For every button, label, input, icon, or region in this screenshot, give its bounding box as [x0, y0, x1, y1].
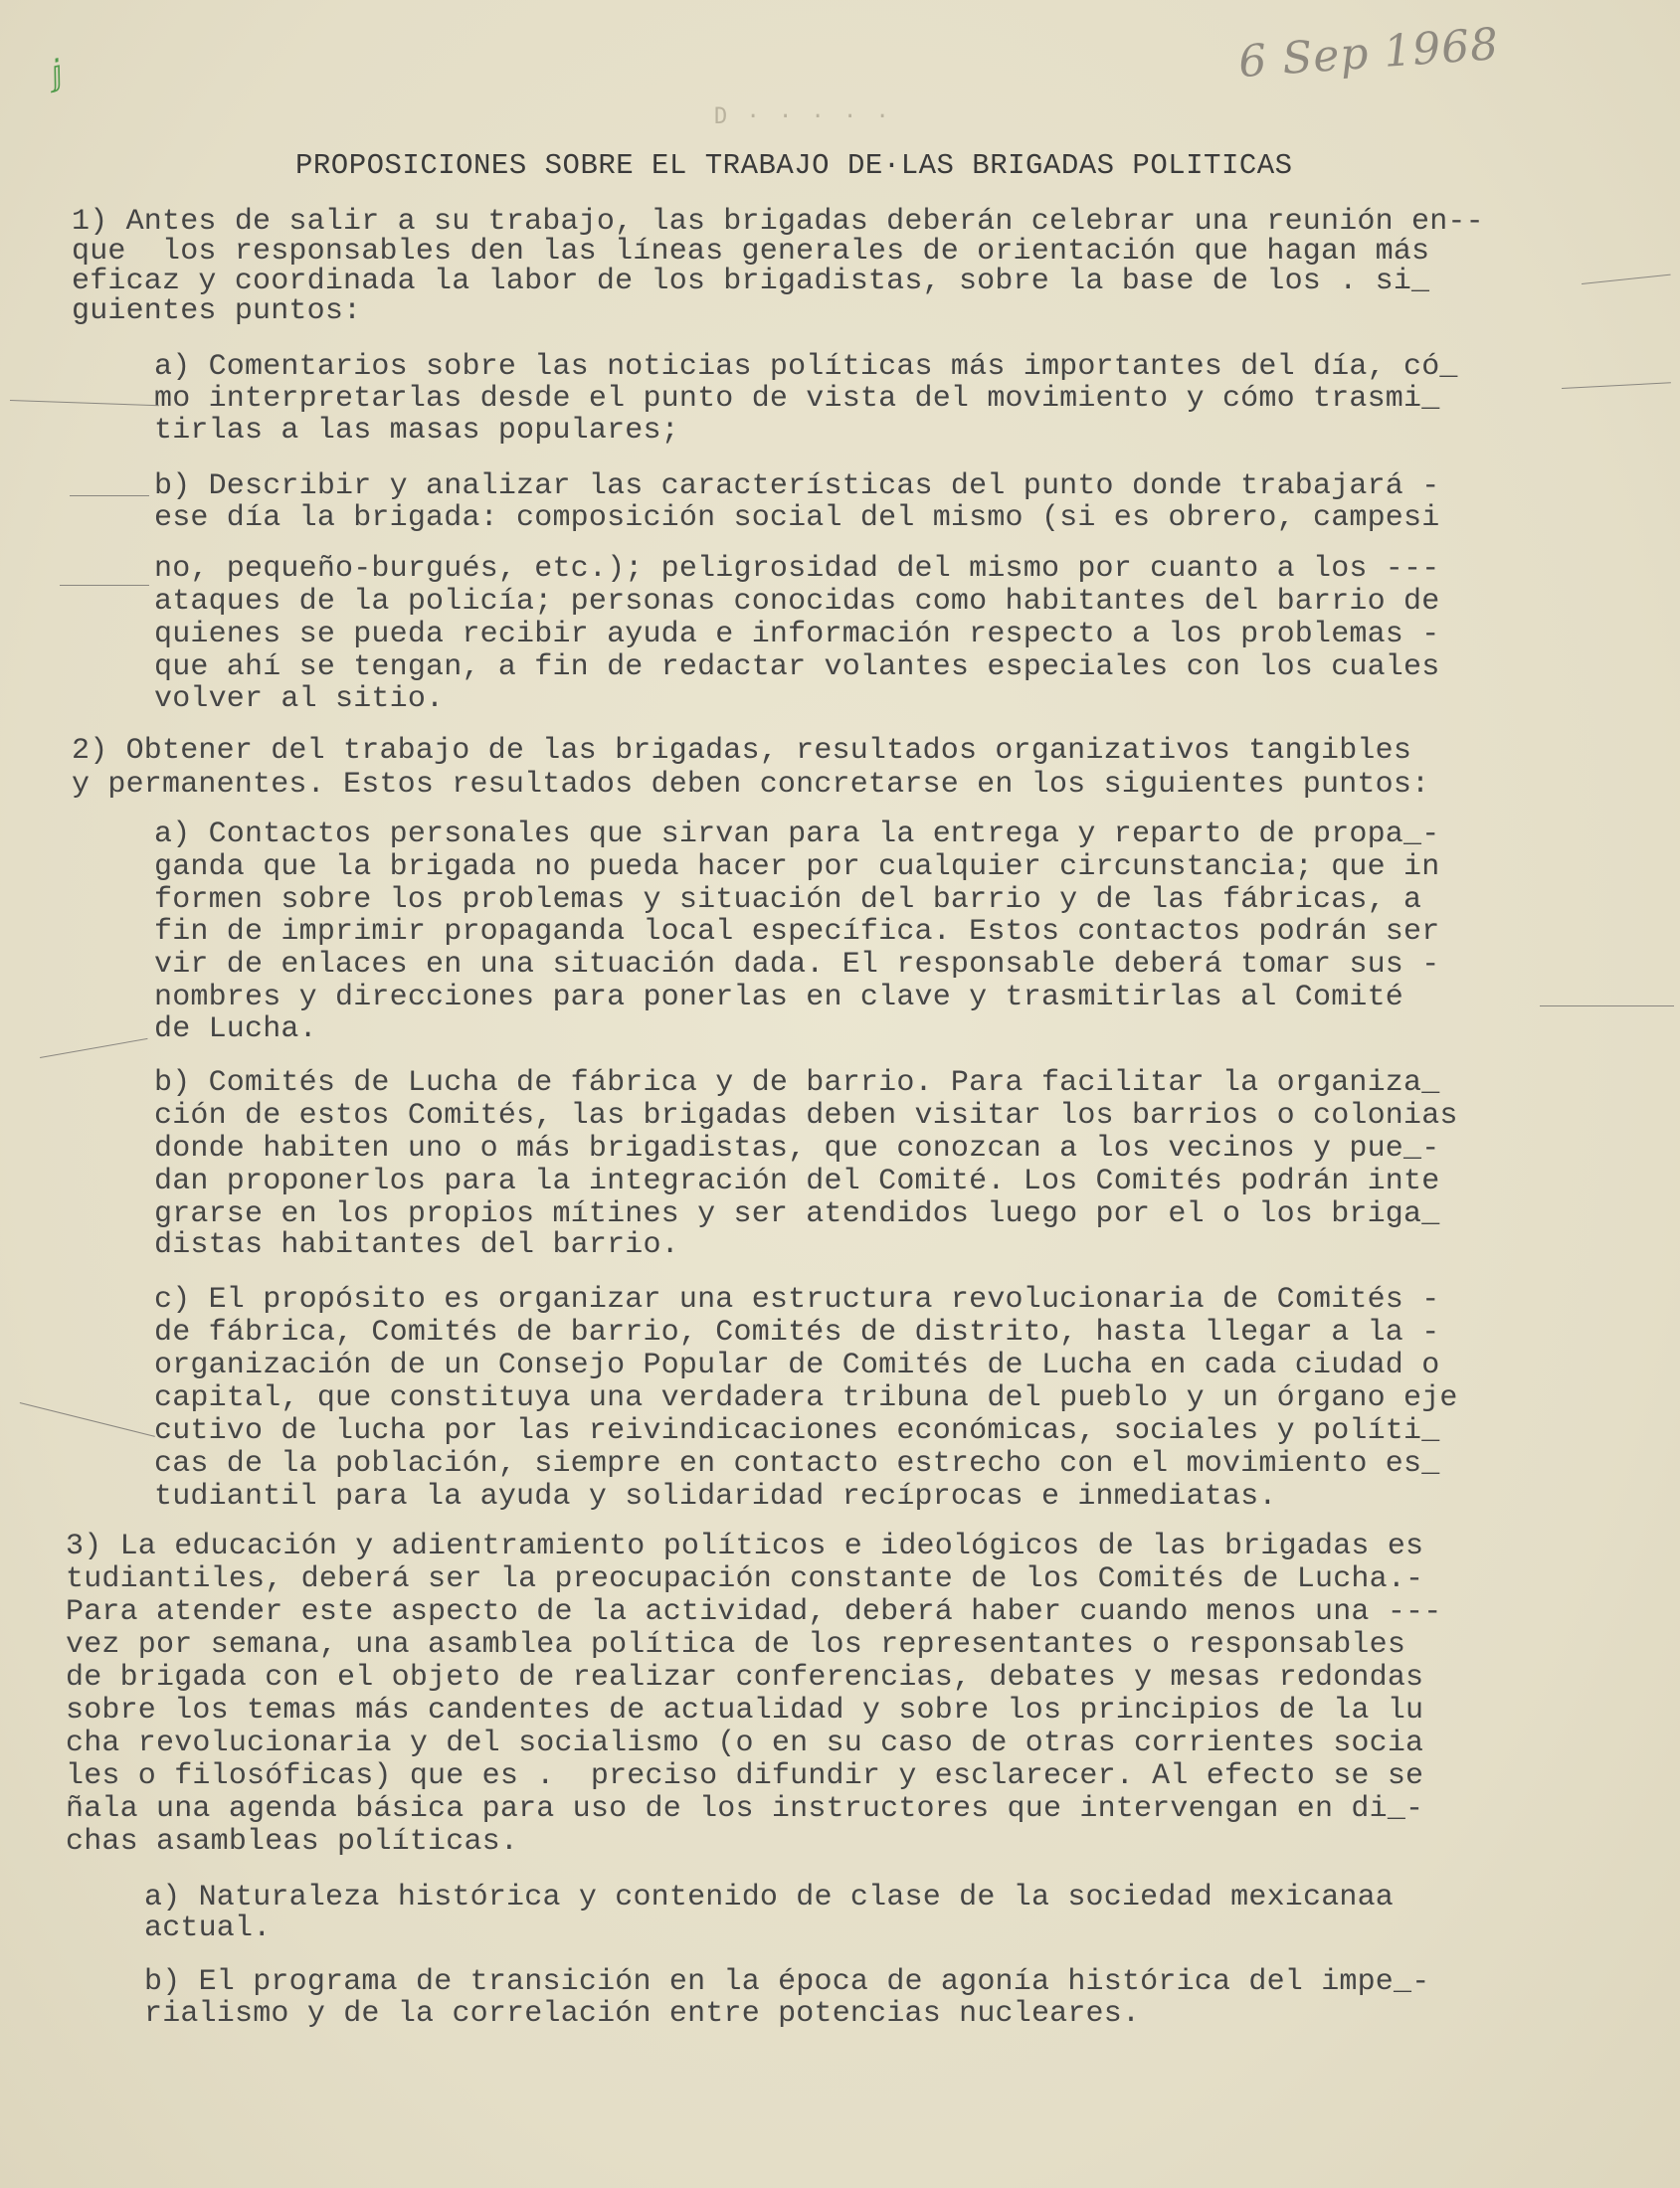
margin-stroke	[1540, 1005, 1674, 1006]
text-line: ese día la brigada: composición social del mismo (si es obrero, campesi	[154, 501, 1440, 535]
text-line: actual.	[144, 1912, 272, 1945]
text-line: distas habitantes del barrio.	[154, 1228, 679, 1262]
text-line: ganda que la brigada no pueda hacer por cualquier circunstancia; que in	[154, 850, 1440, 884]
text-line: tudiantiles, deberá ser la preocupación constante de los Comités de Lucha.-	[66, 1562, 1424, 1596]
text-line: de brigada con el objeto de realizar conferencias, debates y mesas redondas	[66, 1661, 1424, 1695]
text-line: guientes puntos:	[72, 294, 362, 328]
text-line: cha revolucionaria y del socialismo (o en su caso de otras corrientes socia	[66, 1727, 1424, 1760]
document-title: PROPOSICIONES SOBRE EL TRABAJO DE·LAS BRIGADAS POLITICAS	[295, 149, 1293, 182]
text-line: organización de un Consejo Popular de Comités de Lucha en cada ciudad o	[154, 1349, 1440, 1382]
text-line: a) Comentarios sobre las noticias políticas más importantes del día, có_	[154, 350, 1458, 384]
text-line: formen sobre los problemas y situación del barrio y de las fábricas, a	[154, 883, 1422, 917]
text-line: donde habiten uno o más brigadistas, que conozcan a los vecinos y pue_-	[154, 1132, 1440, 1166]
text-line: 1) Antes de salir a su trabajo, las brigadas deberán celebrar una reunión en--	[72, 205, 1484, 239]
handwritten-date: 6 Sep 1968	[1236, 18, 1501, 89]
text-line: y permanentes. Estos resultados deben concretarse en los siguientes puntos:	[72, 768, 1430, 802]
text-line: nombres y direcciones para ponerlas en clave y trasmitirlas al Comité	[154, 981, 1404, 1014]
margin-stroke	[1562, 382, 1671, 389]
text-line: que los responsables den las líneas generales de orientación que hagan más	[72, 235, 1430, 269]
text-line: c) El propósito es organizar una estructura revolucionaria de Comités -	[154, 1283, 1440, 1317]
text-line: capital, que constituya una verdadera tribuna del pueblo y un órgano eje	[154, 1381, 1458, 1415]
margin-stroke	[60, 585, 149, 586]
text-line: que ahí se tengan, a fin de redactar volantes especiales con los cuales	[154, 650, 1440, 684]
text-line: rialismo y de la correlación entre potencias nucleares.	[144, 1997, 1141, 2031]
text-line: dan proponerlos para la integración del Comité. Los Comités podrán inte	[154, 1165, 1440, 1198]
text-line: fin de imprimir propaganda local específica. Estos contactos podrán ser	[154, 915, 1440, 949]
text-line: quienes se pueda recibir ayuda e información respecto a los problemas -	[154, 618, 1440, 651]
text-line: chas asambleas políticas.	[66, 1825, 519, 1859]
green-ink-mark: ⅉ	[47, 52, 68, 94]
margin-stroke	[70, 495, 149, 496]
text-line: grarse en los propios mítines y ser atendidos luego por el o los briga_	[154, 1197, 1440, 1231]
text-line: a) Naturaleza histórica y contenido de clase de la sociedad mexicanaa	[144, 1881, 1395, 1914]
text-line: les o filosóficas) que es . preciso difundir y esclarecer. Al efecto se se	[66, 1759, 1424, 1793]
text-line: de fábrica, Comités de barrio, Comités de distrito, hasta llegar a la -	[154, 1316, 1440, 1350]
text-line: 2) Obtener del trabajo de las brigadas, resultados organizativos tangibles	[72, 734, 1412, 768]
text-line: eficaz y coordinada la labor de los brigadistas, sobre la base de los . si_	[72, 265, 1430, 298]
faint-header-stamp: D · · · · ·	[714, 104, 892, 129]
text-line: de Lucha.	[154, 1012, 317, 1046]
text-line: b) Comités de Lucha de fábrica y de barrio. Para facilitar la organiza_	[154, 1066, 1440, 1100]
text-line: cutivo de lucha por las reivindicaciones económicas, sociales y políti_	[154, 1414, 1440, 1448]
text-line: vez por semana, una asamblea política de los representantes o responsables	[66, 1628, 1406, 1662]
text-line: a) Contactos personales que sirvan para la entrega y reparto de propa_-	[154, 818, 1440, 851]
text-line: sobre los temas más candentes de actualidad y sobre los principios de la lu	[66, 1694, 1424, 1728]
text-line: ción de estos Comités, las brigadas deben visitar los barrios o colonias	[154, 1099, 1458, 1133]
text-line: tirlas a las masas populares;	[154, 414, 679, 448]
margin-stroke	[1582, 274, 1671, 284]
text-line: b) El programa de transición en la época de agonía histórica del impe_-	[144, 1965, 1430, 1999]
text-line: ñala una agenda básica para uso de los instructores que intervengan en di_-	[66, 1792, 1424, 1826]
text-line: vir de enlaces en una situación dada. El responsable deberá tomar sus -	[154, 948, 1440, 982]
text-line: ataques de la policía; personas conocidas como habitantes del barrio de	[154, 585, 1440, 619]
text-line: 3) La educación y adientramiento políticos e ideológicos de las brigadas es	[66, 1530, 1424, 1563]
text-line: no, pequeño-burgués, etc.); peligrosidad del mismo por cuanto a los ---	[154, 552, 1440, 586]
text-line: tudiantil para la ayuda y solidaridad recíprocas e inmediatas.	[154, 1480, 1277, 1514]
text-line: cas de la población, siempre en contacto estrecho con el movimiento es_	[154, 1447, 1440, 1481]
margin-stroke	[10, 400, 159, 406]
text-line: Para atender este aspecto de la actividad, deberá haber cuando menos una ---	[66, 1595, 1442, 1629]
margin-stroke	[40, 1038, 148, 1058]
margin-stroke	[20, 1402, 155, 1437]
text-line: b) Describir y analizar las características del punto donde trabajará -	[154, 469, 1440, 503]
text-line: volver al sitio.	[154, 682, 445, 716]
text-line: mo interpretarlas desde el punto de vista del movimiento y cómo trasmi_	[154, 382, 1440, 416]
